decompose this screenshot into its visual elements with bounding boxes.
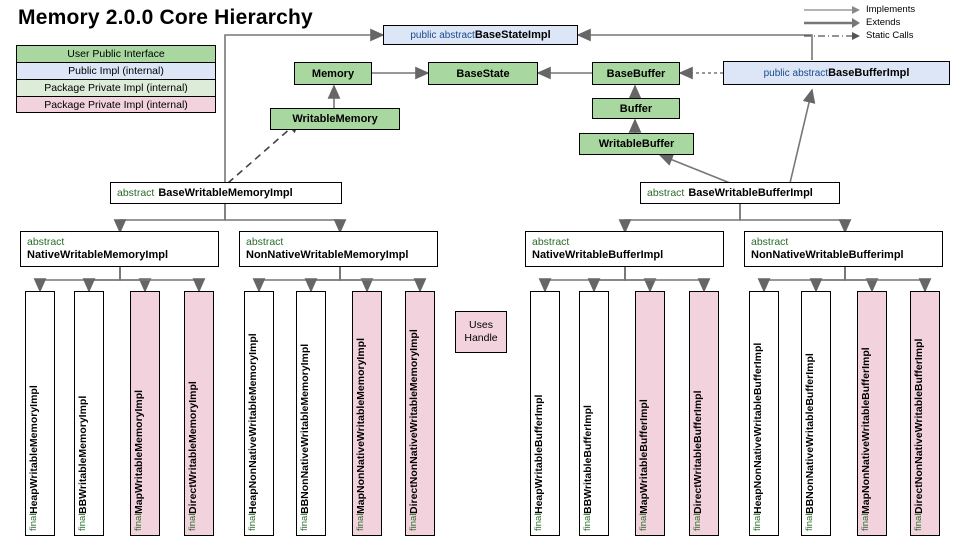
node-uses-handle[interactable]: Uses Handle [455,311,507,353]
leaf-map-writable-buffer-impl[interactable]: final MapWritableBufferImpl [635,291,665,536]
leaf-map-nonnative-writable-buffer-impl[interactable]: final MapNonNativeWritableBufferImpl [857,291,887,536]
leaf-bb-writable-buffer-impl[interactable]: final BBWritableBufferImpl [579,291,609,536]
node-writable-memory[interactable]: WritableMemory [270,108,400,130]
leaf-heap-nonnative-writable-buffer-impl[interactable]: final HeapNonNativeWritableBufferImpl [749,291,779,536]
node-buffer[interactable]: Buffer [592,98,680,119]
key-row-extends: Extends [802,16,952,29]
leaf-direct-nonnative-writable-memory-impl[interactable]: final DirectNonNativeWritableMemoryImpl [405,291,435,536]
node-nonnative-writable-memory-impl[interactable]: abstract NonNativeWritableMemoryImpl [239,231,438,267]
static-calls-line-icon [802,30,860,42]
leaf-bb-nonnative-writable-memory-impl[interactable]: final BBNonNativeWritableMemoryImpl [296,291,326,536]
page-title: Memory 2.0.0 Core Hierarchy [18,6,313,29]
key-row-implements: Implements [802,3,952,16]
node-base-buffer-impl[interactable]: public abstract BaseBufferImpl [723,61,950,85]
node-memory[interactable]: Memory [294,62,372,85]
node-base-writable-buffer-impl[interactable]: abstract BaseWritableBufferImpl [640,182,840,204]
node-writable-buffer[interactable]: WritableBuffer [579,133,694,155]
leaf-heap-writable-memory-impl[interactable]: final HeapWritableMemoryImpl [25,291,55,536]
leaf-direct-writable-buffer-impl[interactable]: final DirectWritableBufferImpl [689,291,719,536]
leaf-map-nonnative-writable-memory-impl[interactable]: final MapNonNativeWritableMemoryImpl [352,291,382,536]
legend-item-pkg-private-green: Package Private Impl (internal) [16,79,216,96]
node-nonnative-writable-buffer-impl[interactable]: abstract NonNativeWritableBufferimpl [744,231,943,267]
leaf-direct-nonnative-writable-buffer-impl[interactable]: final DirectNonNativeWritableBufferImpl [910,291,940,536]
leaf-map-writable-memory-impl[interactable]: final MapWritableMemoryImpl [130,291,160,536]
node-base-buffer[interactable]: BaseBuffer [592,62,680,85]
node-native-writable-buffer-impl[interactable]: abstract NativeWritableBufferImpl [525,231,724,267]
legend-item-pkg-private-pink: Package Private Impl (internal) [16,96,216,113]
node-base-state-impl[interactable]: public abstract BaseStateImpl [383,25,578,45]
extends-line-icon [802,17,860,29]
legend-item-user-public: User Public Interface [16,45,216,62]
legend [16,45,216,113]
node-base-state[interactable]: BaseState [428,62,538,85]
leaf-heap-writable-buffer-impl[interactable]: final HeapWritableBufferImpl [530,291,560,536]
leaf-bb-nonnative-writable-buffer-impl[interactable]: final BBNonNativeWritableBufferImpl [801,291,831,536]
node-native-writable-memory-impl[interactable]: abstract NativeWritableMemoryImpl [20,231,219,267]
implements-line-icon [802,4,860,16]
legend-item-public-impl: Public Impl (internal) [16,62,216,79]
leaf-bb-writable-memory-impl[interactable]: final BBWritableMemoryImpl [74,291,104,536]
leaf-heap-nonnative-writable-memory-impl[interactable]: final HeapNonNativeWritableMemoryImpl [244,291,274,536]
leaf-direct-writable-memory-impl[interactable]: final DirectWritableMemoryImpl [184,291,214,536]
arrow-key [802,3,952,42]
node-base-writable-memory-impl[interactable]: abstract BaseWritableMemoryImpl [110,182,342,204]
key-row-static-calls: Static Calls [802,29,952,42]
